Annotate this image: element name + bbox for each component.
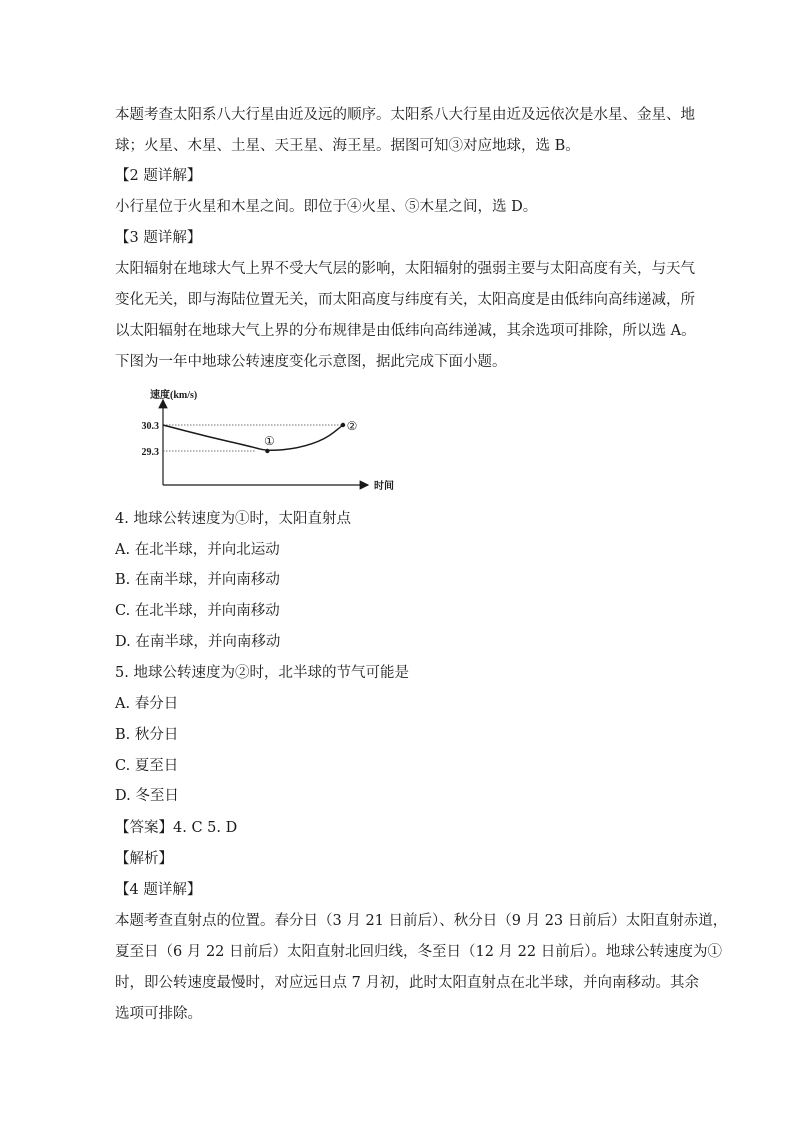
text-line: C. 夏至日 bbox=[115, 758, 179, 774]
text-line: 变化无关，即与海陆位置无关，而太阳高度与纬度有关，太阳高度是由低纬向高纬递减，所 bbox=[115, 292, 695, 308]
text-line: 小行星位于火星和木星之间。即位于④火星、⑤木星之间，选 D。 bbox=[115, 199, 538, 215]
text-line: 夏至日（6 月 22 日前后）太阳直射北回归线，冬至日（12 月 22 日前后）。地球公转速度为① bbox=[115, 944, 722, 960]
text-line: 5. 地球公转速度为②时，北半球的节气可能是 bbox=[115, 665, 409, 681]
text-line: 时，即公转速度最慢时，对应远日点 7 月初，此时太阳直射点在北半球，并向南移动。其余 bbox=[115, 975, 699, 991]
earth-orbit-speed-chart bbox=[138, 385, 408, 495]
point-2-label: ② bbox=[346, 419, 358, 433]
text-line: 【4 题详解】 bbox=[115, 882, 202, 898]
text-line: A. 在北半球，并向北运动 bbox=[115, 542, 280, 558]
text-line: C. 在北半球，并向南移动 bbox=[115, 603, 280, 619]
point-1-label: ① bbox=[264, 434, 275, 448]
text-line: D. 在南半球，并向南移动 bbox=[115, 634, 281, 650]
text-line: 以太阳辐射在地球大气上界的分布规律是由低纬向高纬递减，其余选项可排除，所以选 A。 bbox=[115, 323, 696, 339]
text-line: 本题考查太阳系八大行星由近及远的顺序。太阳系八大行星由近及远依次是水星、金星、地 bbox=[115, 107, 695, 123]
speed-curve bbox=[163, 425, 343, 450]
text-line: D. 冬至日 bbox=[115, 788, 179, 804]
text-line: 本题考查直射点的位置。春分日（3 月 21 日前后）、秋分日（9 月 23 日前后）太阳直射赤道， bbox=[115, 913, 728, 929]
text-line: 选项可排除。 bbox=[115, 1006, 202, 1022]
text-line: 下图为一年中地球公转速度变化示意图，据此完成下面小题。 bbox=[115, 354, 507, 370]
point-2-marker bbox=[341, 423, 345, 427]
text-line: 【答案】4. C 5. D bbox=[115, 820, 238, 836]
text-line: 【解析】 bbox=[115, 851, 173, 867]
text-line: B. 在南半球，并向南移动 bbox=[115, 572, 280, 588]
text-line: 【3 题详解】 bbox=[115, 230, 202, 246]
x-axis-label: 时间 bbox=[374, 481, 394, 492]
text-line: 太阳辐射在地球大气上界不受大气层的影响，太阳辐射的强弱主要与太阳高度有关，与天气 bbox=[115, 261, 695, 277]
point-1-marker bbox=[265, 449, 269, 453]
text-line: B. 秋分日 bbox=[115, 727, 179, 743]
text-line: 【2 题详解】 bbox=[115, 168, 202, 184]
text-line: A. 春分日 bbox=[115, 696, 179, 712]
text-line: 4. 地球公转速度为①时，太阳直射点 bbox=[115, 511, 351, 527]
y-axis-label: 速度(km/s) bbox=[150, 390, 198, 401]
y-tick-high: 30.3 bbox=[141, 421, 159, 432]
y-tick-low: 29.3 bbox=[141, 447, 159, 458]
text-line: 球；火星、木星、土星、天王星、海王星。据图可知③对应地球，选 B。 bbox=[115, 138, 580, 154]
